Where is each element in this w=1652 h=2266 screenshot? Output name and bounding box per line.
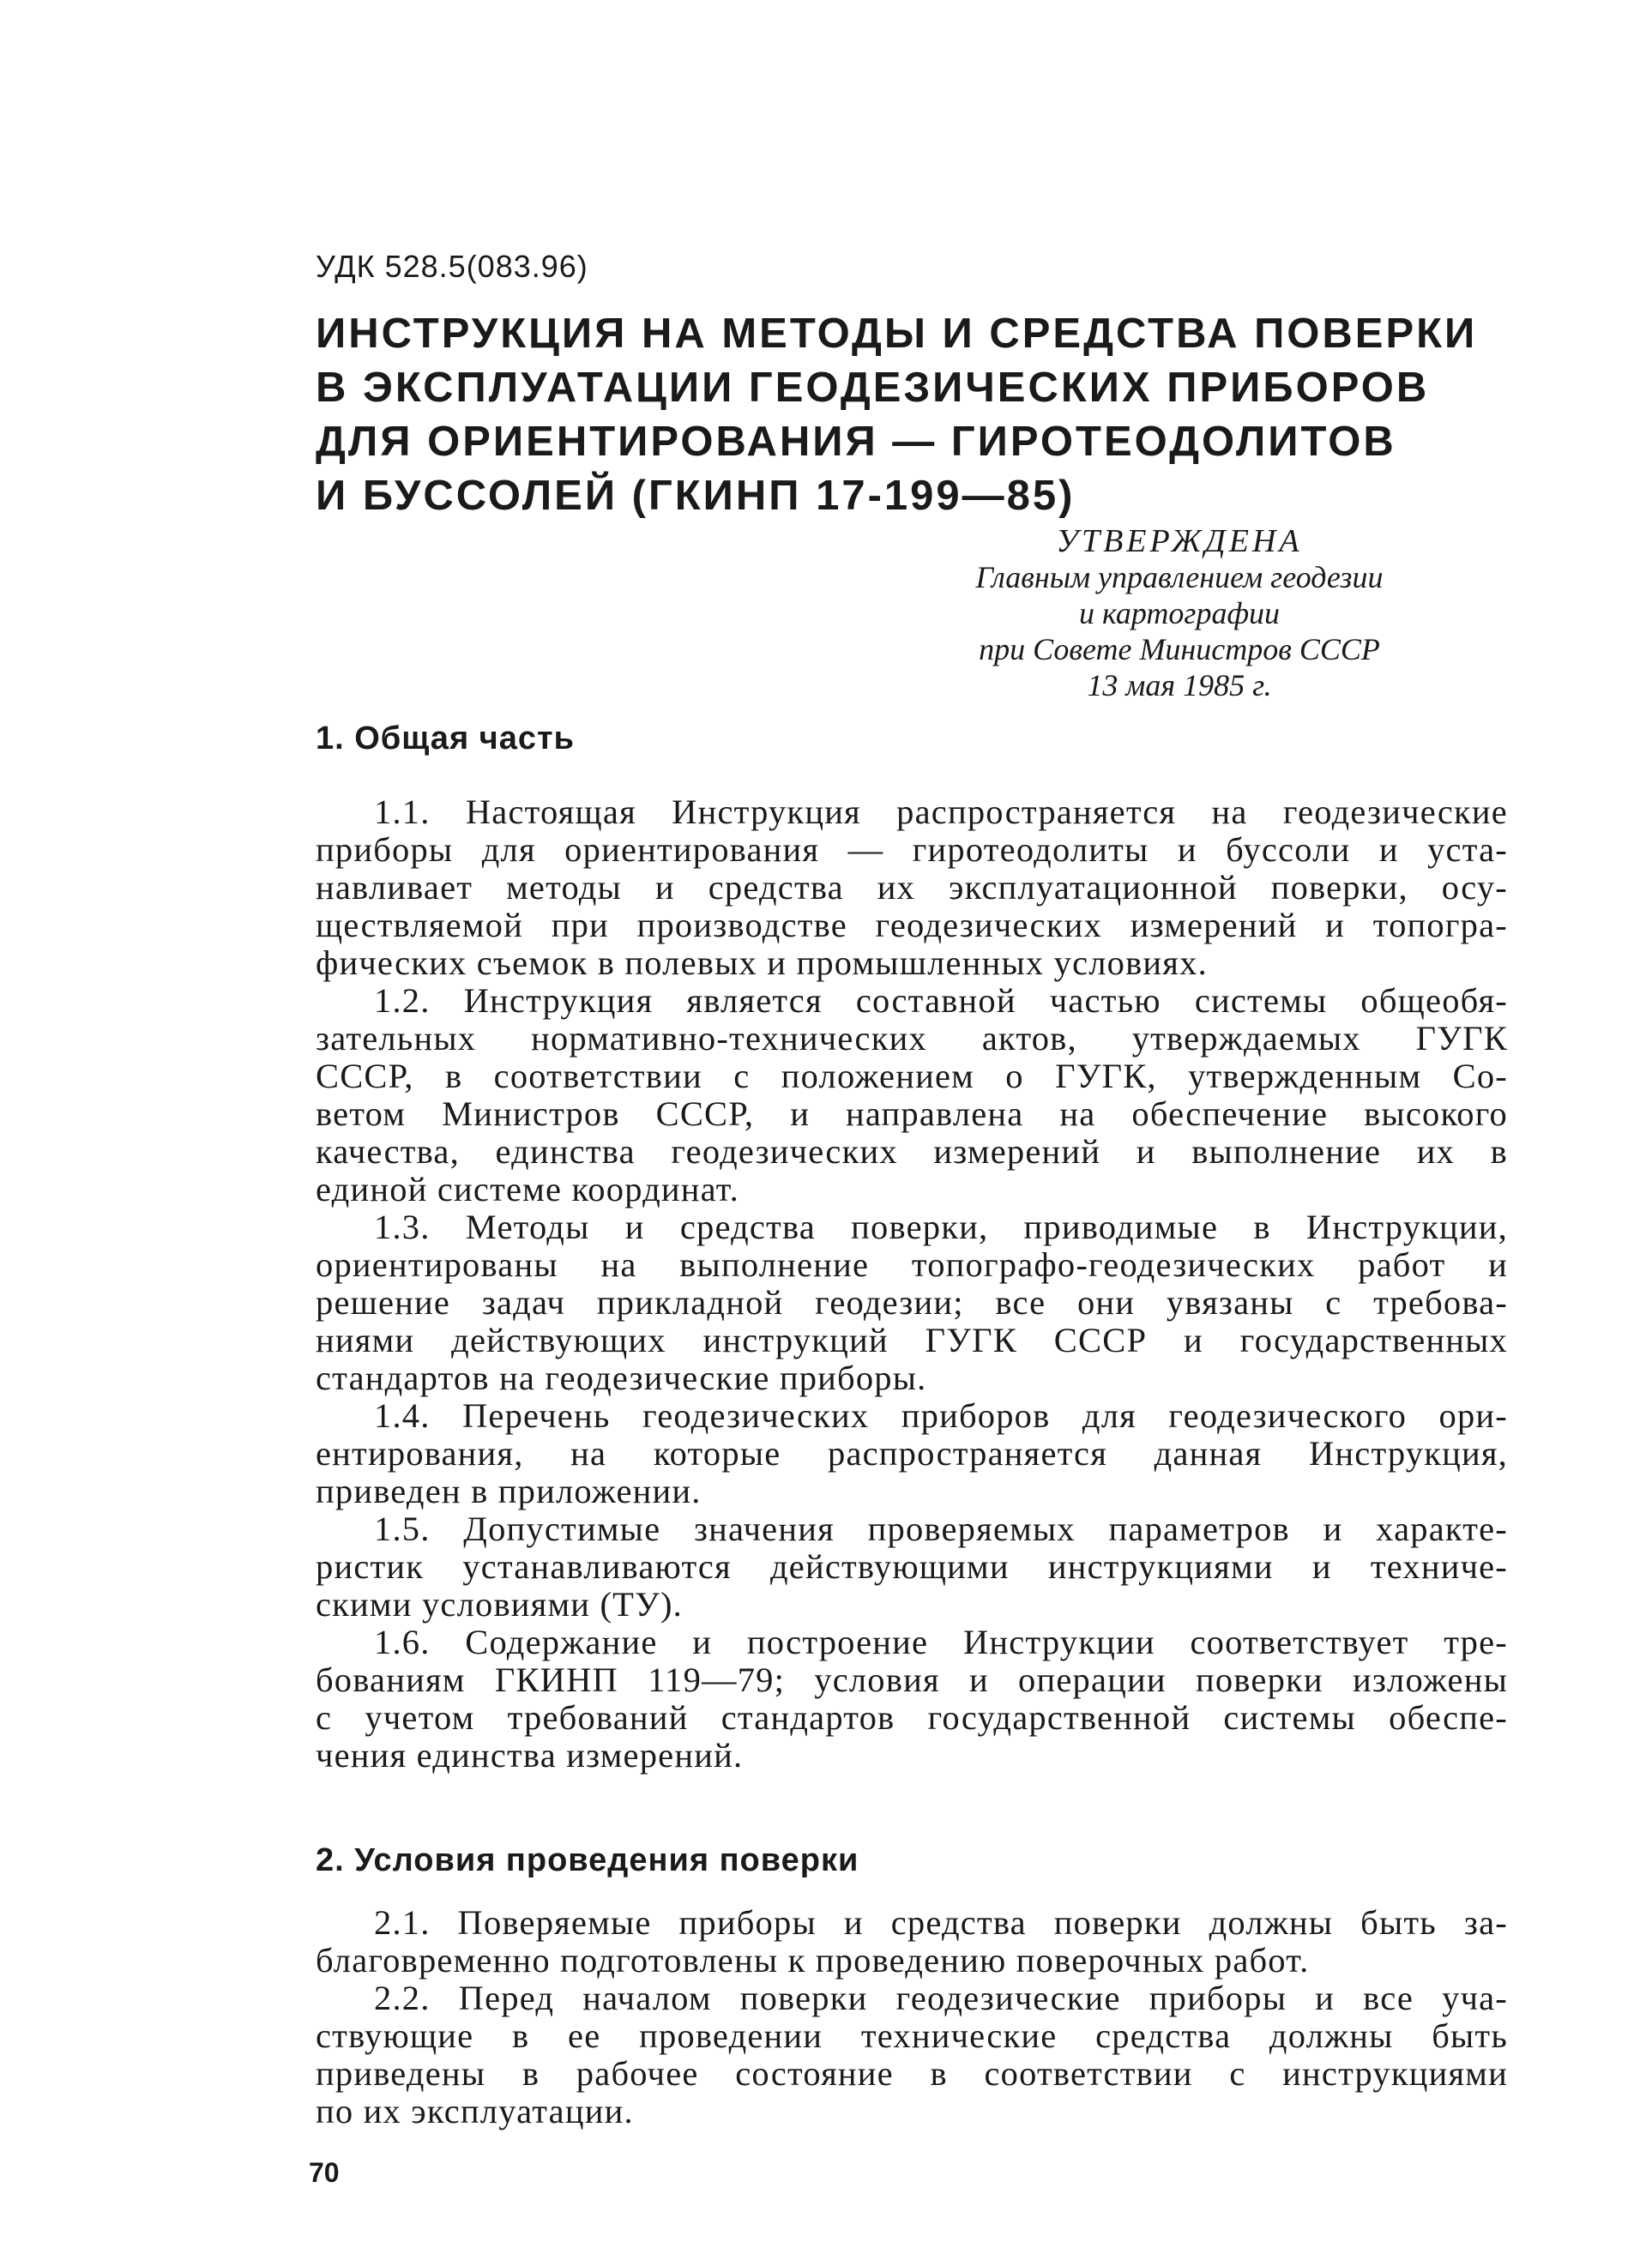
title-line: ДЛЯ ОРИЕНТИРОВАНИЯ — ГИРОТЕОДОЛИТОВ (316, 419, 1396, 465)
udk-code: УДК 528.5(083.96) (316, 249, 588, 284)
paragraph-line: по их эксплуатации. (316, 2092, 634, 2130)
paragraph-line: приборы для ориентирования — гиротеодолиты и буссоли и уста- (316, 830, 1508, 869)
paragraph-line: бованиям ГКИНП 119—79; условия и операции поверки изложены (316, 1660, 1508, 1699)
title-line: В ЭКСПЛУАТАЦИИ ГЕОДЕЗИЧЕСКИХ ПРИБОРОВ (316, 365, 1430, 411)
approval-heading: УТВЕРЖДЕНА (1056, 523, 1303, 559)
paragraph-line: навливает методы и средства их эксплуатационной поверки, осу- (316, 868, 1508, 907)
section-1-heading: 1. Общая часть (316, 720, 575, 756)
title-line: И БУССОЛЕЙ (ГКИНП 17-199—85) (316, 473, 1076, 519)
section-2-body (316, 1904, 1508, 2130)
paragraph-line: СССР, в соответствии с положением о ГУГК, утвержденным Со- (316, 1057, 1508, 1095)
paragraph-line: качества, единства геодезических измерений и выполнение их в (316, 1132, 1508, 1171)
paragraph-line: 1.1. Настоящая Инструкция распространяется на геодезические (374, 792, 1508, 831)
paragraph-line: решение задач прикладной геодезии; все они увязаны с требова- (316, 1283, 1508, 1322)
paragraph-line: благовременно подготовлены к проведению поверочных работ. (316, 1941, 1310, 1980)
approval-line: Главным управлением геодезии (975, 560, 1384, 594)
paragraph-line: 2.1. Поверяемые приборы и средства поверки должны быть за- (374, 1903, 1508, 1942)
paragraph-line: 1.3. Методы и средства поверки, приводимые в Инструкции, (374, 1208, 1508, 1246)
paragraph-line: ентирования, на которые распространяется данная Инструкция, (316, 1434, 1508, 1473)
paragraph-line: ристик устанавливаются действующими инструкциями и техниче- (316, 1547, 1508, 1586)
paragraph-line: приведен в приложении. (316, 1472, 702, 1510)
title-line: ИНСТРУКЦИЯ НА МЕТОДЫ И СРЕДСТВА ПОВЕРКИ (316, 310, 1478, 357)
paragraph-line: 1.2. Инструкция является составной частью системы общеобя- (374, 981, 1508, 1020)
paragraph-line: ориентированы на выполнение топографо-геодезических работ и (316, 1245, 1508, 1284)
paragraph-line: приведены в рабочее состояние в соответствии с инструкциями (316, 2054, 1508, 2093)
paragraph-line: стандартов на геодезические приборы. (316, 1359, 927, 1397)
approval-line: при Совете Министров СССР (979, 632, 1380, 666)
paragraph-line: единой системе координат. (316, 1170, 739, 1208)
document-title (316, 307, 1478, 523)
paragraph-line: 2.2. Перед началом поверки геодезические приборы и все уча- (374, 1979, 1508, 2017)
approval-block (918, 523, 1441, 703)
paragraph-line: ществляемой при производстве геодезических измерений и топогра- (316, 906, 1508, 944)
paragraph-line: 1.5. Допустимые значения проверяемых параметров и характе- (374, 1510, 1508, 1548)
paragraph-line: 1.4. Перечень геодезических приборов для геодезического ори- (374, 1396, 1508, 1435)
paragraph-line: скими условиями (ТУ). (316, 1585, 684, 1624)
approval-date: 13 мая 1985 г. (1087, 668, 1272, 702)
approval-line: и картографии (1078, 596, 1281, 630)
paragraph-line: фических съемок в полевых и промышленных условиях. (316, 943, 1208, 982)
page-number: 70 (309, 2157, 340, 2188)
paragraph-line: чения единства измерений. (316, 1736, 744, 1775)
paragraph-line: ветом Министров СССР, и направлена на обеспечение высокого (316, 1094, 1508, 1133)
paragraph-line: ствующие в ее проведении технические средства должны быть (316, 2016, 1508, 2055)
section-1-body (316, 793, 1508, 1775)
paragraph-line: 1.6. Содержание и построение Инструкции соответствует тре- (374, 1623, 1508, 1661)
paragraph-line: зательных нормативно-технических актов, утверждаемых ГУГК (316, 1019, 1508, 1058)
paragraph-line: ниями действующих инструкций ГУГК СССР и государственных (316, 1321, 1508, 1359)
paragraph-line: с учетом требований стандартов государственной системы обеспе- (316, 1698, 1508, 1737)
section-2-heading: 2. Условия проведения поверки (316, 1842, 859, 1878)
